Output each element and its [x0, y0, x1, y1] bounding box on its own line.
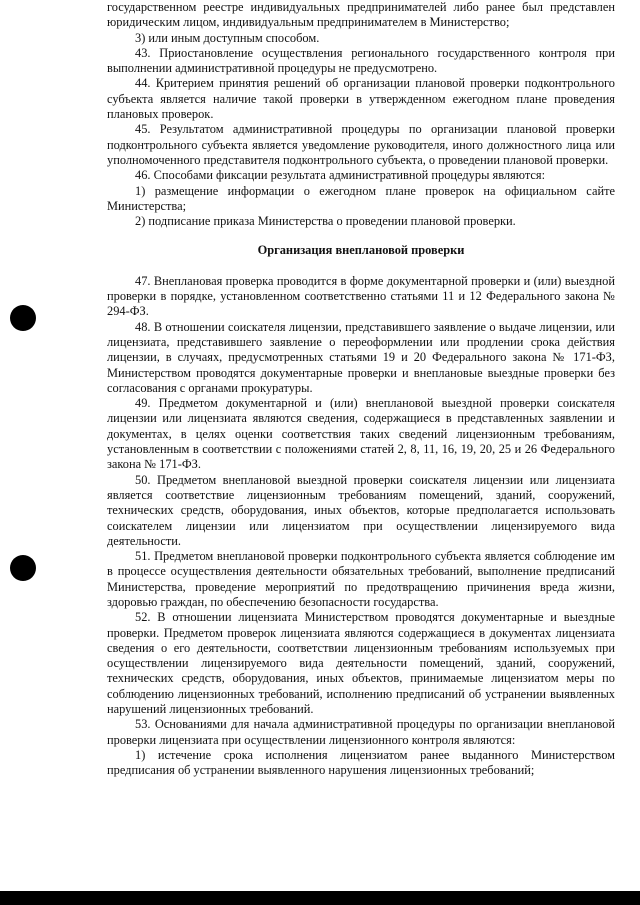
- paragraphs-after-heading: [107, 274, 615, 779]
- scan-bottom-edge: [0, 891, 640, 905]
- paragraph-43: 43. Приостановление осуществления регионального государственного контроля при выполнении административной процедуры не предусмотрено.: [107, 45, 615, 76]
- paragraph-46: 46. Способами фиксации результата административной процедуры являются:: [135, 168, 546, 183]
- paragraph-46-2: 2) подписание приказа Министерства о проведении плановой проверки.: [135, 214, 516, 229]
- paragraph-53-1: 1) истечение срока исполнения лицензиатом ранее выданного Министерством предписания об устранении выявленного нарушения лицензионных требований;: [107, 747, 615, 778]
- paragraph-52: 52. В отношении лицензиата Министерством проводятся документарные и выездные проверки. Предметом проверок лицензиата являются содержащиеся в документах лицензиата сведения о его деятельности, соответствии лицензионным требованиям используемых при осуществлении лицензируемого вида деятельности помещений, зданий, сооружений, технических средств, оборудования, иных объектов, принимаемые лицензиатом меры по соблюдению лицензионных требований, исполнению предписаний об устранении выявленных нарушений лицензионных требований.: [107, 610, 615, 717]
- paragraph-47: 47. Внеплановая проверка проводится в форме документарной проверки и (или) выездной проверки в порядке, установленном соответственно статьями 11 и 12 Федерального закона № 294-ФЗ.: [107, 273, 615, 319]
- paragraph-48: 48. В отношении соискателя лицензии, представившего заявление о выдаче лицензии, или лицензиата, представившего заявление о переоформлении или продлении срока действия лицензии, в случаях, предусмотренных статьями 19 и 20 Федерального закона № 171-ФЗ, Министерством проводятся документарные проверки и внеплановые выездные проверки без согласования с органами прокуратуры.: [107, 319, 615, 395]
- paragraph-3: 3) или иным доступным способом.: [135, 30, 320, 45]
- paragraphs-before-heading: [107, 0, 615, 229]
- document-page: [107, 0, 615, 779]
- paragraph-45: 45. Результатом административной процедуры по организации плановой проверки подконтрольного субъекта является уведомление руководителя, иного должностного лица или уполномоченного представителя подконтрольного субъекта, о проведении плановой проверки.: [107, 122, 615, 167]
- paragraph-50: 50. Предметом внеплановой выездной проверки соискателя лицензии или лицензиата является соответствие лицензионным требованиям помещений, зданий, сооружений, технических средств, оборудования, иных объектов, которые предполагается использовать соискателем лицензии или лицензиатом при осуществлении лицензируемого вида деятельности.: [107, 472, 615, 548]
- paragraph-51: 51. Предметом внеплановой проверки подконтрольного субъекта является соблюдение им в процессе осуществления деятельности обязательных требований, выполнение предписаний Министерства, проведение мероприятий по предотвращению причинения вреда жизни, здоровью граждан, по обеспечению безопасности государства.: [107, 549, 615, 609]
- punch-hole-bottom: [10, 555, 36, 581]
- paragraph-44: 44. Критерием принятия решений об организации плановой проверки подконтрольного субъекта является наличие такой проверки в утвержденном ежегодном плане проведения плановых проверок.: [107, 76, 615, 122]
- paragraph-49: 49. Предметом документарной и (или) внеплановой выездной проверки соискателя лицензии или лицензиата являются сведения, содержащиеся в представленных заявлении и документах, в целях оценки соответствия таких сведений лицензионным требованиям, установленным в соответствии с положениями статей 2, 8, 11, 16, 19, 20, 25 и 26 Федерального закона № 171-ФЗ.: [107, 396, 615, 472]
- paragraph-cont: государственном реестре индивидуальных предпринимателей либо ранее был представлен юридическим лицом, индивидуальным предпринимателем в Министерство;: [107, 0, 615, 30]
- paragraph-53: 53. Основаниями для начала административной процедуры по организации внеплановой проверки лицензиата при осуществлении лицензионного контроля являются:: [107, 717, 615, 747]
- paragraph-46-1: 1) размещение информации о ежегодном плане проверок на официальном сайте Министерства;: [107, 183, 615, 213]
- section-heading: Организация внеплановой проверки: [257, 243, 465, 258]
- punch-hole-top: [10, 305, 36, 331]
